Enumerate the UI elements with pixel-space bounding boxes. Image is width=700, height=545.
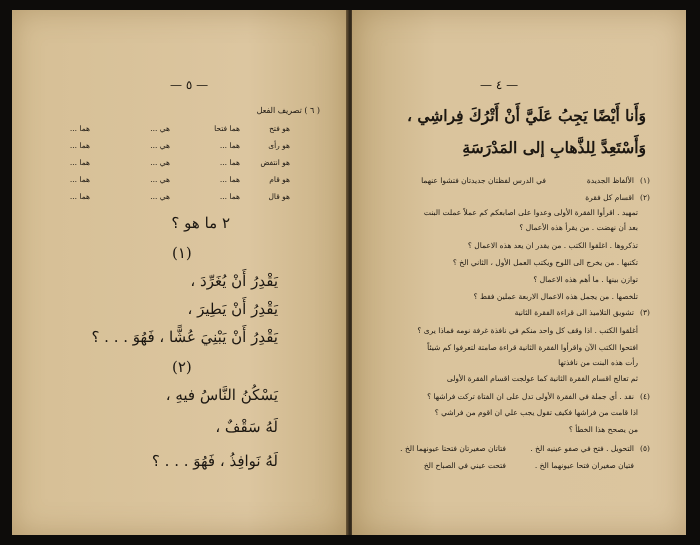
item-text: فتاتان صغيرتان فتحتا عيونهما الخ .	[400, 444, 506, 453]
table-cell: هما ...	[219, 158, 240, 167]
left-page	[12, 10, 348, 535]
item-text: رأت هذه البنت من نافذتها	[558, 358, 638, 367]
item-number: (٥)	[640, 444, 650, 453]
table-cell: هي ...	[150, 175, 170, 184]
item-text: فتحت عيني في الصباح الخ	[423, 461, 506, 470]
item-text: نقد . أي جملة في الفقرة الأولى تدل على ان الفتاة تركت فراشها ؟	[427, 392, 634, 401]
item-number: (١)	[640, 176, 650, 185]
riddle-line: يَقْدِرُ أَنْ يُغَرِّدَ ،	[190, 272, 278, 290]
table-cell: هو قال	[268, 192, 290, 201]
item-text: اقسام كل فقرة	[585, 193, 634, 202]
section-heading: ٢ ما هو ؟	[171, 214, 230, 232]
table-cell: هي ...	[150, 141, 170, 150]
table-cell: هو فتح	[269, 124, 290, 133]
right-page	[352, 10, 686, 535]
table-cell: هي ...	[150, 192, 170, 201]
table-cell: هما ...	[69, 175, 90, 184]
table-cell: هما ...	[219, 175, 240, 184]
table-cell: هي ...	[150, 158, 170, 167]
group-number: (١)	[172, 244, 192, 262]
item-text: اذا قامت من فراشها فكيف تقول يجب علي ان اقوم من فراشي ؟	[434, 408, 638, 417]
riddle-line: لَهُ سَقْفٌ ،	[215, 418, 278, 436]
table-cell: هما ...	[219, 192, 240, 201]
riddle-line: يَسْكُنُ النَّاسُ فيهِ ،	[165, 386, 278, 404]
item-text: في الدرس لفظتان جديدتان فتشوا عنهما	[421, 176, 546, 185]
page-number: — ٥ —	[170, 78, 209, 92]
item-text: تكتبها . من يخرج الى اللوح ويكتب العمل الأول ، الثاني الخ ؟	[452, 258, 638, 267]
item-number: (٢)	[640, 193, 650, 202]
riddle-line: لَهُ نَوافِذُ ، فَهُوَ . . . ؟	[151, 452, 278, 470]
table-cell: هي ...	[150, 124, 170, 133]
item-text: تشويق التلاميذ الى قراءة الفقرة الثانية	[514, 308, 634, 317]
page-number: — ٤ —	[480, 78, 519, 92]
riddle-line: يَقْدِرُ أَنْ يَبْنِيَ عُشًّا ، فَهُوَ . . . ؟	[91, 328, 278, 346]
item-text: تمهيد . اقرأوا الفقرة الأولى وعدوا على اصابعكم كم عملاً عملت البنت	[423, 208, 638, 217]
item-text: تذكروها . اغلقوا الكتب . من يقدر ان يعد هذه الاعمال ؟	[467, 241, 638, 250]
table-cell: هو قام	[269, 175, 290, 184]
table-cell: هما فتحا	[214, 124, 240, 133]
riddle-line: يَقْدِرُ أَنْ يَطِيرَ ،	[187, 300, 278, 318]
table-cell: هما ...	[219, 141, 240, 150]
item-text: أغلقوا الكتب . اذا وقف كل واحد منكم في نافذة غرفة نومه فماذا يرى ؟	[417, 326, 638, 335]
exercise-title: ( ٦ ) تصريف الفعل	[256, 106, 320, 115]
item-text: بعد أن نهضت . من يقرأ هذه الأعمال ؟	[519, 223, 638, 232]
item-number: (٣)	[640, 308, 650, 317]
item-number: (٤)	[640, 392, 650, 401]
item-text: التحويل . فتح في صفو عينيه الخ .	[530, 444, 634, 453]
item-text: ثم تعالج اقسام الفقرة الثانية كما عولجت اقسام الفقرة الأولى	[446, 374, 638, 383]
item-text: افتحوا الكتب الآن واقرأوا الفقرة الثانية قراءة صامتة لتعرفوا كم شيئاً	[427, 343, 638, 352]
table-cell: هما ...	[69, 192, 90, 201]
item-text: من يصحح هذا الخطأ ؟	[568, 425, 638, 434]
item-text: فتيان صغيران فتحا عيونهما الخ .	[534, 461, 634, 470]
group-number: (٢)	[172, 358, 192, 376]
table-cell: هو انتفض	[260, 158, 290, 167]
table-cell: هما ...	[69, 141, 90, 150]
table-cell: هو رأى	[268, 141, 290, 150]
lesson-title: وَأَسْتَعِدَّ لِلذَّهابِ إلى المَدْرَسَةِ	[462, 138, 646, 157]
item-text: الألفاظ الجديدة	[586, 176, 634, 185]
item-text: توازن بينها . ما أهم هذه الاعمال ؟	[533, 275, 638, 284]
item-text: تلخصها . من يجمل هذه الاعمال الاربعة عملين فقط ؟	[473, 292, 638, 301]
table-cell: هما ...	[69, 124, 90, 133]
lesson-title: وَأَنا أَيْضًا يَجِبُ عَلَيَّ أَنْ أَتْرُكَ فِراشِي ،	[406, 106, 646, 125]
table-cell: هما ...	[69, 158, 90, 167]
